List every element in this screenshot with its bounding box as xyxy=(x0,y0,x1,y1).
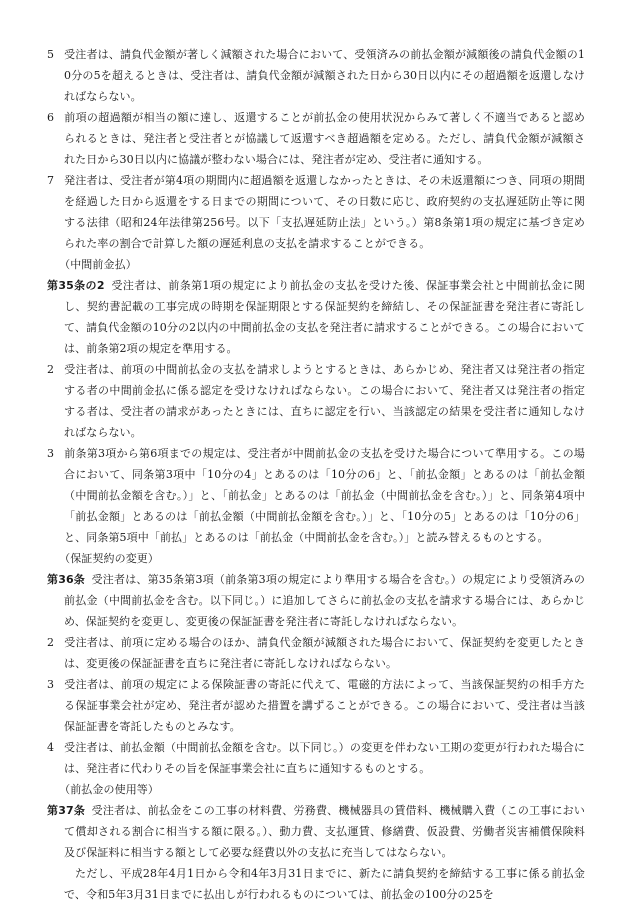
article-text: 受注者は、前払金をこの工事の材料費、労務費、機械器具の賃借料、機械購入費（この工事において償却される割合に相当する額に限る。）、動力費、支払運賃、修繕費、仮設費、労働者災害補償保険料及び保証料に相当する額として必要な経費以外の支払に充当してはならない。 xyxy=(64,804,585,859)
continuation-paragraph: ただし、平成28年4月1日から令和4年3月31日までに、新たに請負契約を締結する工事に係る前払金で、令和5年3月31日までに払出しが行われるものについては、前払金の100分の25を xyxy=(64,867,585,901)
article-label: 第35条の2 xyxy=(47,279,105,292)
paragraph-item xyxy=(47,632,585,674)
article-caption: （保証契約の変更） xyxy=(59,552,159,565)
paragraph-item xyxy=(47,737,585,779)
article-text: 受注者は、前条第1項の規定により前払金の支払を受けた後、保証事業会社と中間前払金に関し、契約書記載の工事完成の時期を保証期限とする保証契約を締結し、その保証証書を発注者に寄託して、請負代金額の10分の2以内の中間前払金の支払を発注者に請求することができる。この場合においては、前条第2項の規定を準用する。 xyxy=(64,279,586,355)
paragraph-text: 前条第3項から第6項までの規定は、受注者が中間前払金の支払を受けた場合について準用する。この場合において、同条第3項中「10分の4」とあるのは「10分の6」と、「前払金額」とあるのは「前払金額（中間前払金額を含む。）」と、「前払金」とあるのは「前払金（中間前払金を含む。）」と、同条第4項中「前払金額」とあるのは「前払金額（中間前払金額を含む。）」と、「10分の5」とあるのは「10分の6」と、同条第5項中「前払」とあるのは「前払金（中間前払金を含む。）」と読み替えるものとする。 xyxy=(64,447,585,544)
paragraph-number: 3 xyxy=(47,678,55,691)
paragraph-item xyxy=(47,107,585,170)
paragraph-item xyxy=(47,170,585,254)
paragraph-number: 4 xyxy=(47,741,55,754)
article-label: 第37条 xyxy=(47,804,86,817)
paragraph-text: 受注者は、前項に定める場合のほか、請負代金額が減額された場合において、保証契約を変更したときは、変更後の保証証書を直ちに発注者に寄託しなければならない。 xyxy=(64,636,585,670)
paragraph-text: 受注者は、前項の規定による保険証書の寄託に代えて、電磁的方法によって、当該保証契約の相手方たる保証事業会社が定め、発注者が認めた措置を講ずることができる。この場合において、受注者は当該保証証書を寄託したものとみなす。 xyxy=(64,678,585,733)
article-text: 受注者は、第35条第3項（前条第3項の規定により準用する場合を含む。）の規定により受領済みの前払金（中間前払金を含む。以下同じ。）に追加してさらに前払金の支払を請求する場合には、あらかじめ、保証契約を変更し、変更後の保証証書を発注者に寄託しなければならない。 xyxy=(64,573,586,628)
paragraph-text: 受注者は、前項の中間前払金の支払を請求しようとするときは、あらかじめ、発注者又は発注者の指定する者の中間前金払に係る認定を受けなければならない。この場合において、発注者又は発注者の指定する者は、受注者の請求があったときには、直ちに認定を行い、当該認定の結果を受注者に通知しなければならない。 xyxy=(64,363,585,439)
paragraph-text: 受注者は、前払金額（中間前払金額を含む。以下同じ。）の変更を伴わない工期の変更が行われた場合には、発注者に代わりその旨を保証事業会社に直ちに通知するものとする。 xyxy=(64,741,585,775)
paragraph-number: 7 xyxy=(47,174,55,187)
paragraph-number: 5 xyxy=(47,48,55,61)
article-heading xyxy=(47,275,585,359)
paragraph-item xyxy=(47,359,585,443)
article-caption: （中間前金払） xyxy=(59,258,137,271)
paragraph-number: 3 xyxy=(47,447,55,460)
article-heading xyxy=(47,800,585,863)
paragraph-number: 6 xyxy=(47,111,55,124)
article-label: 第36条 xyxy=(47,573,86,586)
paragraph-item xyxy=(47,674,585,737)
article-heading xyxy=(47,569,585,632)
paragraph-number: 2 xyxy=(47,363,55,376)
paragraph-item xyxy=(47,443,585,548)
article-caption: （前払金の使用等） xyxy=(59,783,159,796)
paragraph-text: 受注者は、請負代金額が著しく減額された場合において、受領済みの前払金額が減額後の請負代金額の10分の5を超えるときは、受注者は、請負代金額が減額された日から30日以内にその超過額を返還しなければならない。 xyxy=(64,48,585,103)
document-body xyxy=(47,44,585,905)
paragraph-number: 2 xyxy=(47,636,55,649)
paragraph-item xyxy=(47,44,585,107)
paragraph-text: 前項の超過額が相当の額に達し、返還することが前払金の使用状況からみて著しく不適当であると認められるときは、発注者と受注者とが協議して返還すべき超過額を定める。ただし、請負代金額が減額された日から30日以内に協議が整わない場合には、発注者が定め、受注者に通知する。 xyxy=(64,111,585,166)
paragraph-text: 発注者は、受注者が第4項の期間内に超過額を返還しなかったときは、その未返還額につき、同項の期間を経過した日から返還をする日までの期間について、その日数に応じ、政府契約の支払遅延防止等に関する法律（昭和24年法律第256号。以下「支払遅延防止法」という。）第8条第1項の規定に基づき定められた率の割合で計算した額の遅延利息の支払を請求することができる。 xyxy=(64,174,585,250)
